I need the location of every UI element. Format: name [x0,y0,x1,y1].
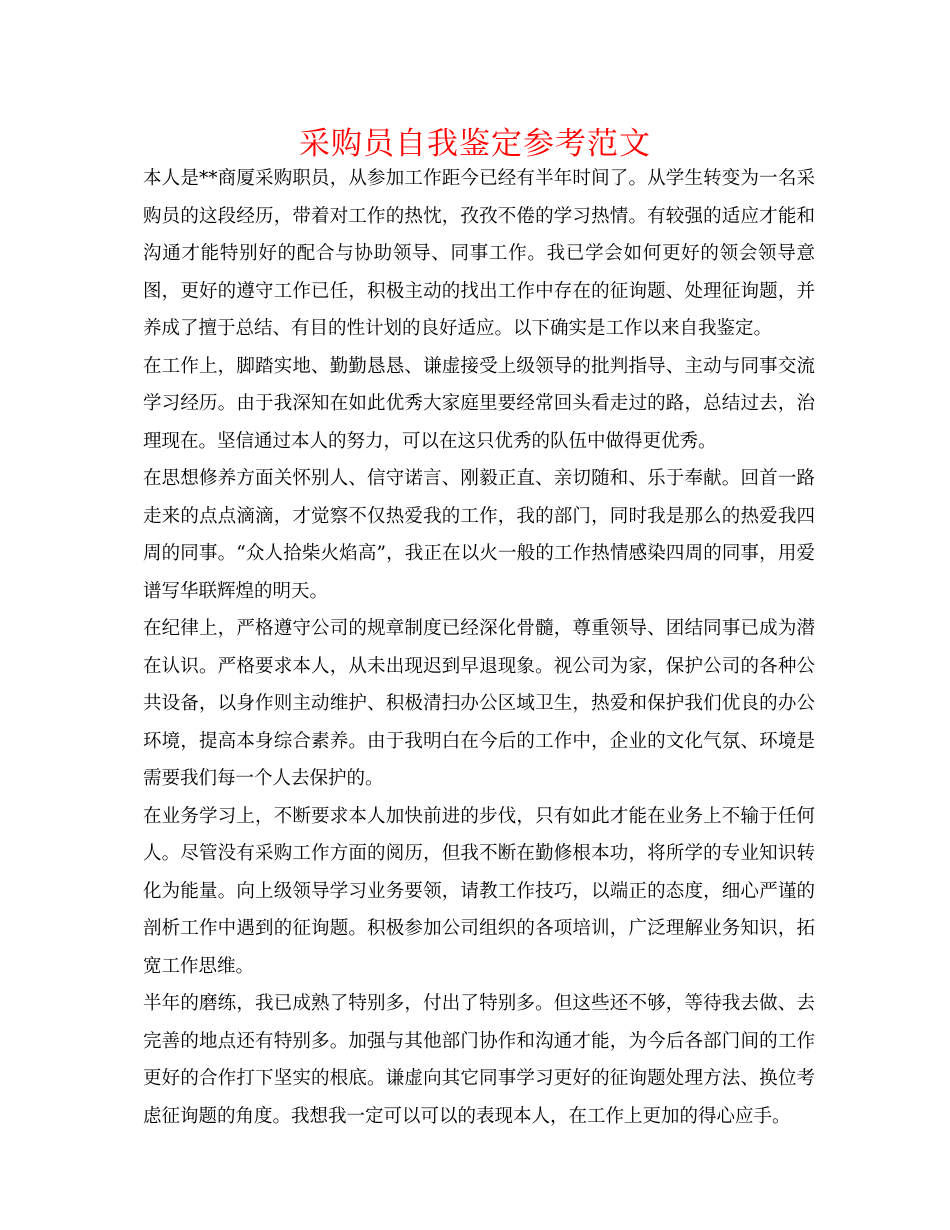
document-body [143,160,815,1135]
paragraph: 在纪律上，严格遵守公司的规章制度已经深化骨髓，尊重领导、团结同事已成为潜在认识。严格要求本人，从未出现迟到早退现象。视公司为家，保护公司的各种公共设备，以身作则主动维护、积极清扫办公区域卫生，热爱和保护我们优良的办公环境，提高本身综合素养。由于我明白在今后的工作中，企业的文化气氛、环境是需要我们每一个人去保护的。 [143,618,815,789]
paragraph: 在工作上，脚踏实地、勤勤恳恳、谦虚接受上级领导的批判指导、主动与同事交流学习经历。由于我深知在如此优秀大家庭里要经常回头看走过的路，总结过去，治理现在。坚信通过本人的努力，可以在这只优秀的队伍中做得更优秀。 [143,355,815,452]
paragraph: 本人是**商厦采购职员，从参加工作距今已经有半年时间了。从学生转变为一名采购员的这段经历，带着对工作的热忱，孜孜不倦的学习热情。有较强的适应才能和沟通才能特别好的配合与协助领导、同事工作。我已学会如何更好的领会领导意图，更好的遵守工作已任，积极主动的找出工作中存在的征询题、处理征询题，并养成了擅于总结、有目的性计划的良好适应。以下确实是工作以来自我鉴定。 [143,168,815,339]
paragraph: 半年的磨练，我已成熟了特别多，付出了特别多。但这些还不够，等待我去做、去完善的地点还有特别多。加强与其他部门协作和沟通才能，为今后各部门间的工作更好的合作打下坚实的根底。谦虚向其它同事学习更好的征询题处理方法、换位考虑征询题的角度。我想我一定可以可以的表现本人，在工作上更加的得心应手。 [143,993,815,1127]
paragraph: 在思想修养方面关怀别人、信守诺言、刚毅正直、亲切随和、乐于奉献。回首一路走来的点点滴滴，才觉察不仅热爱我的工作，我的部门，同时我是那么的热爱我四周的同事。“众人拾柴火焰高”，我正在以火一般的工作热情感染四周的同事，用爱谱写华联辉煌的明天。 [143,468,815,602]
document-title: 采购员自我鉴定参考范文 [299,126,651,162]
paragraph: 在业务学习上，不断要求本人加快前进的步伐，只有如此才能在业务上不输于任何人。尽管没有采购工作方面的阅历，但我不断在勤修根本功，将所学的专业知识转化为能量。向上级领导学习业务要领，请教工作技巧，以端正的态度，细心严谨的剖析工作中遇到的征询题。积极参加公司组织的各项培训，广泛理解业务知识，拓宽工作思维。 [143,805,815,977]
